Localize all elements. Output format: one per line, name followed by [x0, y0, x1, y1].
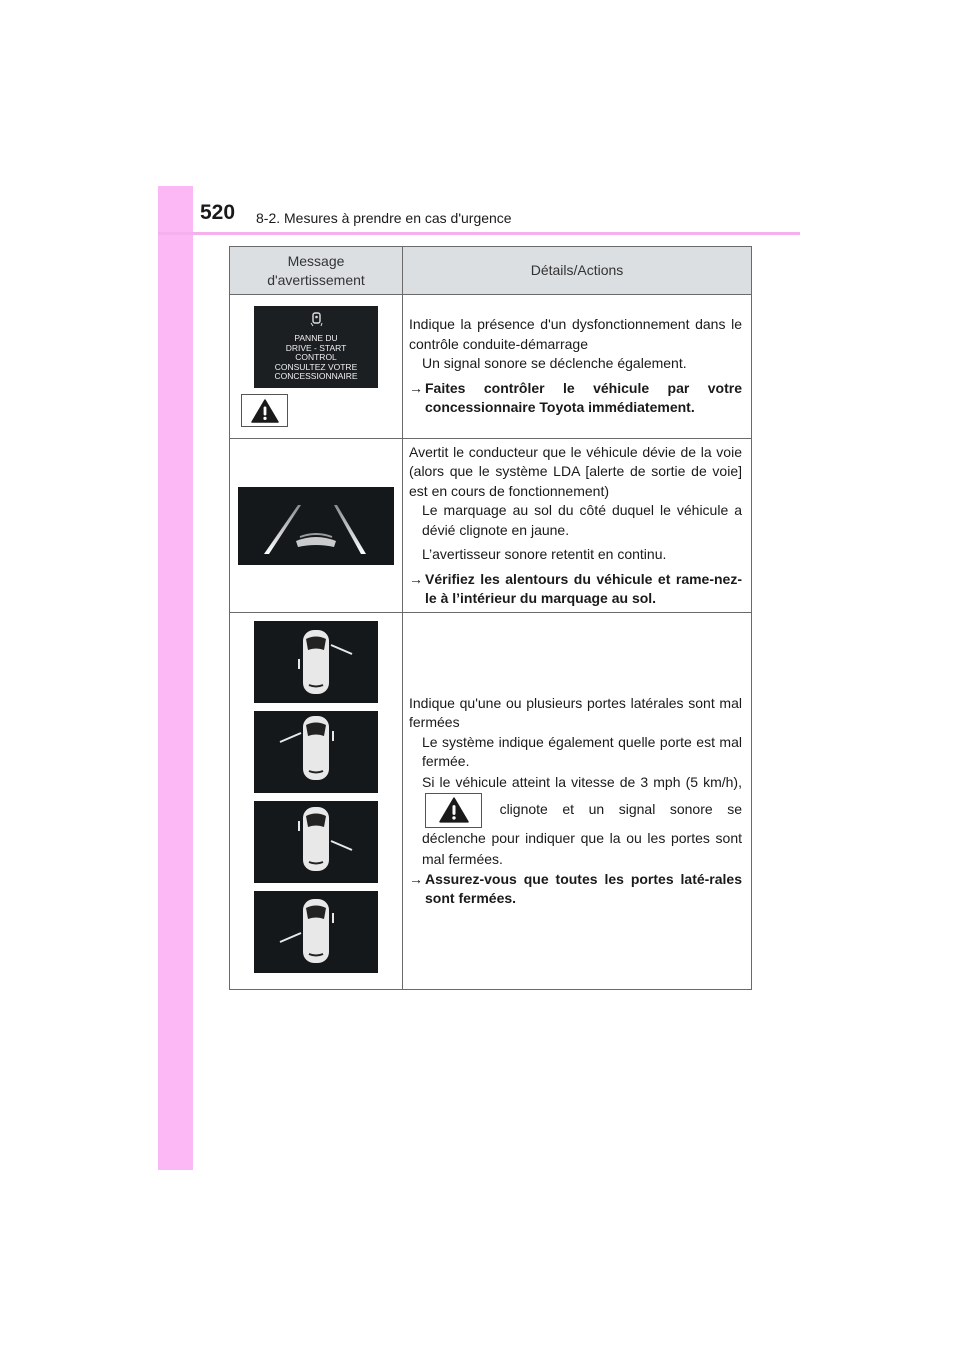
message-cell [230, 295, 403, 439]
message-cell [230, 613, 403, 990]
table-header-row [230, 247, 752, 295]
details-cell [403, 295, 752, 439]
table-row [230, 295, 752, 439]
warning-triangle-icon [439, 797, 469, 823]
details-note: Le marquage au sol du côté duquel le véhicule a dévié clignote en jaune. [422, 502, 742, 538]
warning-indicator-box [241, 394, 288, 427]
door-open-icon [254, 891, 378, 973]
details-text: Indique qu'une ou plusieurs portes latérales sont mal fermées [409, 694, 742, 730]
action-text: → Vérifiez les alentours du véhicule et rame-nez-le à l’intérieur du marquage au sol. [409, 570, 742, 606]
warning-triangle-icon [251, 399, 279, 423]
table-row [230, 613, 752, 990]
col-header-details: Détails/Actions [403, 247, 752, 295]
door-open-display-rear-left [254, 891, 378, 973]
details-note-speed: Si le véhicule atteint la vitesse de 3 mph (5 km/h), clignote et un signal sonore se déclenche pour indiquer que la ou les portes sont mal fermées. [422, 773, 743, 867]
drive-start-control-display: PANNE DU DRIVE - START CONTROL CONSULTEZ VOTRE CONCESSIONNAIRE [254, 306, 378, 388]
details-cell [403, 439, 752, 613]
door-open-icon [254, 801, 378, 883]
col-header-message: Message d'avertissement [230, 247, 403, 295]
key-icon [310, 312, 324, 328]
section-title: 8-2. Mesures à prendre en cas d'urgence [256, 210, 512, 226]
details-text: Avertit le conducteur que le véhicule dévie de la voie (alors que le système LDA [alerte de sortie de voie] est en cours de fonctionnement) [409, 443, 742, 499]
door-open-icon [254, 621, 378, 703]
door-open-display-front-left [254, 711, 378, 793]
details-cell [403, 613, 752, 990]
lane-departure-icon [238, 487, 394, 565]
action-text: → Faites contrôler le véhicule par votre concessionnaire Toyota immédiatement. [409, 379, 742, 416]
door-open-display-front-right [254, 621, 378, 703]
inline-warning-box [425, 793, 482, 828]
door-open-display-rear-right [254, 801, 378, 883]
lane-departure-display [238, 487, 394, 565]
warning-table [229, 246, 752, 990]
door-open-icon [254, 711, 378, 793]
table-row [230, 439, 752, 613]
action-text: → Assurez-vous que toutes les portes laté-rales sont fermées. [409, 870, 742, 906]
details-note: Le système indique également quelle porte est mal fermée. [422, 733, 742, 769]
details-text: Indique la présence d'un dysfonctionnement dans le contrôle conduite-démarrage [409, 316, 742, 352]
details-note: L’avertisseur sonore retentit en continu. [422, 546, 667, 562]
header-rule [158, 232, 800, 235]
page-number: 520 [200, 201, 236, 224]
side-tab-band [158, 186, 193, 1170]
message-cell [230, 439, 403, 613]
details-note: Un signal sonore se déclenche également. [422, 355, 687, 372]
